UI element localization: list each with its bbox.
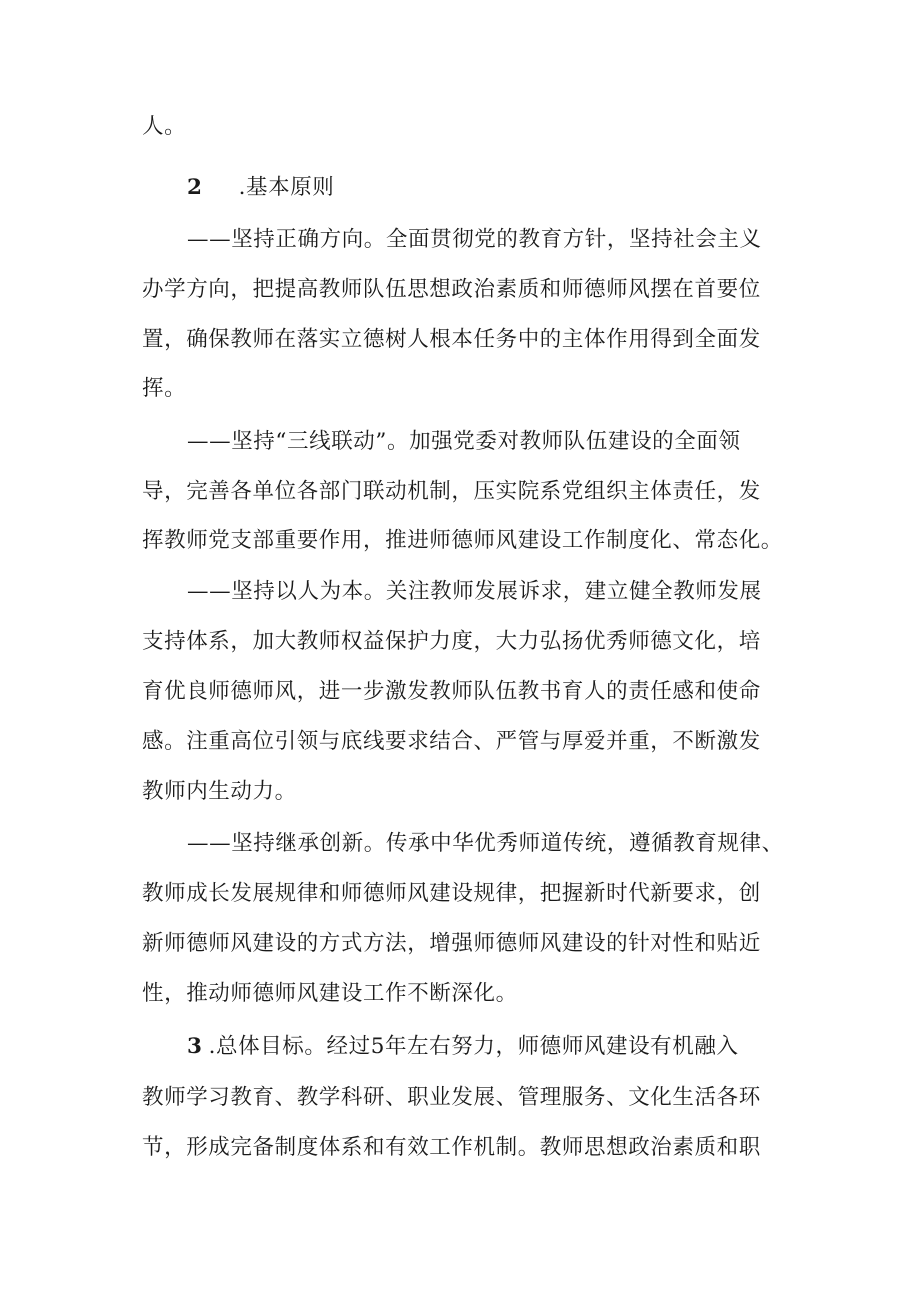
text-line: 性，推动师德师风建设工作不断深化。	[142, 981, 518, 1006]
text-line: 节，形成完备制度体系和有效工作机制。教师思想政治素质和职	[142, 1135, 761, 1160]
section-heading	[187, 1033, 739, 1061]
text-line: 教师学习教育、教学科研、职业发展、管理服务、文化生活各环	[142, 1085, 761, 1110]
text-line: ——坚持“三线联动”。加强党委对教师队伍建设的全面领	[187, 429, 741, 454]
text-line: 支持体系，加大教师权益保护力度，大力弘扬优秀师德文化，培	[142, 629, 761, 654]
text-line: 新师德师风建设的方式方法，增强师德师风建设的针对性和贴近	[142, 931, 761, 956]
text-line: 教师成长发展规律和师德师风建设规律，把握新时代新要求，创	[142, 881, 761, 906]
text-line: 人。	[142, 114, 187, 139]
text-line: ——坚持继承创新。传承中华优秀师道传统，遵循教育规律、	[187, 831, 784, 856]
text-line: 挥。	[142, 376, 187, 401]
text-line: 导，完善各单位各部门联动机制，压实院系党组织主体责任，发	[142, 479, 761, 504]
text-line: ——坚持以人为本。关注教师发展诉求，建立健全教师发展	[187, 579, 762, 604]
text-line: 挥教师党支部重要作用，推进师德师风建设工作制度化、常态化。	[142, 528, 783, 553]
text-line: 教师内生动力。	[142, 779, 297, 804]
text-line: 办学方向，把提高教师队伍思想政治素质和师德师风摆在首要位	[142, 277, 761, 302]
section-number: 3	[187, 1034, 203, 1059]
section-title: .基本原则	[238, 175, 335, 200]
text-line: 置，确保教师在落实立德树人根本任务中的主体作用得到全面发	[142, 327, 761, 352]
section-heading	[187, 174, 334, 202]
text-line: ——坚持正确方向。全面贯彻党的教育方针，坚持社会主义	[187, 227, 762, 252]
section-number: 2	[187, 175, 203, 200]
text-line: 育优良师德师风，进一步激发教师队伍教书育人的责任感和使命	[142, 679, 761, 704]
text-line: 感。注重高位引领与底线要求结合、严管与厚爱并重，不断激发	[142, 729, 761, 754]
section-title: .总体目标。经过5年左右努力，师德师风建设有机融入	[208, 1034, 739, 1059]
